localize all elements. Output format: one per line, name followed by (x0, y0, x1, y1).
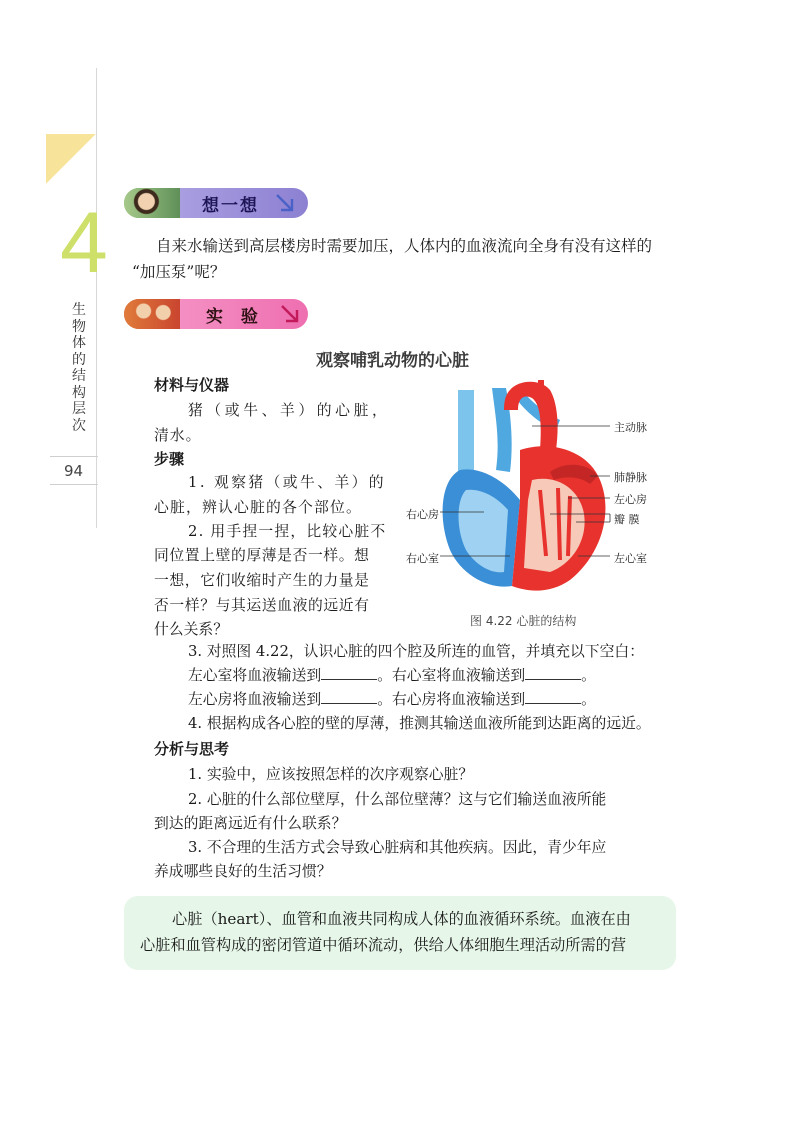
analysis-heading: 分析与思考 (154, 740, 230, 758)
page-number-rule-bottom (50, 484, 98, 485)
corner-triangle (46, 134, 96, 184)
summary-line2: 心脏和血管构成的密闭管道中循环流动，供给人体细胞生理活动所需的营 (140, 936, 626, 954)
fill2-text-c: 。 (581, 691, 596, 708)
step3-fill-line2 (188, 689, 596, 711)
think-banner (124, 188, 308, 218)
fill1-text-c: 。 (581, 667, 596, 684)
materials-line1: 猪（或牛、羊）的心脏， (188, 402, 391, 419)
fill2-text-b: 。右心房将血液输送到 (377, 691, 526, 708)
think-text-line2: “加压泵”呢？ (132, 263, 226, 281)
student-photo-icon (124, 188, 180, 218)
page-number: 94 (64, 462, 84, 480)
step4-line1: 4. 根据构成各心腔的壁的厚薄，推测其输送血液所能到达距离的远近。 (188, 715, 651, 732)
page-number-rule-top (50, 456, 98, 457)
answer-blank-right-ventricle[interactable] (525, 665, 581, 680)
analysis-q3-line2: 养成哪些良好的生活习惯？ (154, 863, 332, 880)
heart-structure-diagram (400, 380, 660, 600)
summary-line1: 心脏（heart）、血管和血液共同构成人体的血液循环系统。血液在由 (172, 910, 631, 928)
margin-rule (96, 68, 97, 528)
step1-line2: 心脏，辨认心脏的各个部位。 (154, 499, 362, 516)
label-pulmonary-vein: 肺静脉 (614, 471, 647, 484)
label-valve: 瓣 膜 (614, 513, 640, 526)
figure-caption: 图 4.22 心脏的结构 (470, 614, 577, 628)
answer-blank-left-atrium[interactable] (321, 689, 377, 704)
step2-line2: 同位置上壁的厚薄是否一样。想 (154, 547, 370, 564)
experiment-banner-label: 实 验 (206, 306, 264, 327)
analysis-q2-line2: 到达的距离远近有什么联系？ (154, 815, 347, 832)
lab-photo-icon (124, 299, 180, 329)
think-banner-label: 想一想 (202, 195, 259, 216)
arrow-down-right-icon (273, 191, 297, 215)
label-aorta: 主动脉 (614, 421, 647, 434)
label-left-atrium: 左心房 (614, 493, 647, 506)
think-text-line1: 自来水输送到高层楼房时需要加压，人体内的血液流向全身有没有这样的 (156, 237, 653, 255)
analysis-q1: 1. 实验中，应该按照怎样的次序观察心脏？ (188, 766, 474, 783)
label-right-atrium: 右心房 (406, 508, 439, 521)
fill1-text-a: 左心室将血液输送到 (188, 667, 322, 684)
label-left-ventricle: 左心室 (614, 552, 647, 565)
answer-blank-left-ventricle[interactable] (321, 665, 377, 680)
step2-line1: 2. 用手捏一捏，比较心脏不 (188, 523, 387, 540)
step3-fill-line1 (188, 665, 596, 687)
materials-heading: 材料与仪器 (154, 376, 230, 394)
experiment-banner (124, 299, 308, 329)
step2-line4: 否一样？与其运送血液的远近有 (154, 597, 370, 614)
arrow-down-right-icon (278, 302, 302, 326)
analysis-q2-line1: 2. 心脏的什么部位壁厚，什么部位壁薄？这与它们输送血液所能 (188, 791, 607, 808)
steps-heading: 步骤 (154, 450, 185, 468)
analysis-q3-line1: 3. 不合理的生活方式会导致心脏病和其他疾病。因此，青少年应 (188, 839, 607, 856)
experiment-title: 观察哺乳动物的心脏 (316, 351, 469, 371)
chapter-title: 生物体的结构层次 (72, 302, 86, 434)
materials-line2: 清水。 (154, 427, 202, 444)
step1-line1: 1. 观察猪（或牛、羊）的 (188, 474, 386, 491)
step2-line3: 一想，它们收缩时产生的力量是 (154, 572, 370, 589)
fill1-text-b: 。右心室将血液输送到 (377, 667, 526, 684)
answer-blank-right-atrium[interactable] (525, 689, 581, 704)
label-right-ventricle: 右心室 (406, 552, 439, 565)
chapter-number: 4 (60, 195, 108, 291)
step2-line5: 什么关系？ (154, 621, 228, 638)
step3-line1: 3. 对照图 4.22，认识心脏的四个腔及所连的血管，并填充以下空白： (188, 643, 644, 660)
fill2-text-a: 左心房将血液输送到 (188, 691, 322, 708)
